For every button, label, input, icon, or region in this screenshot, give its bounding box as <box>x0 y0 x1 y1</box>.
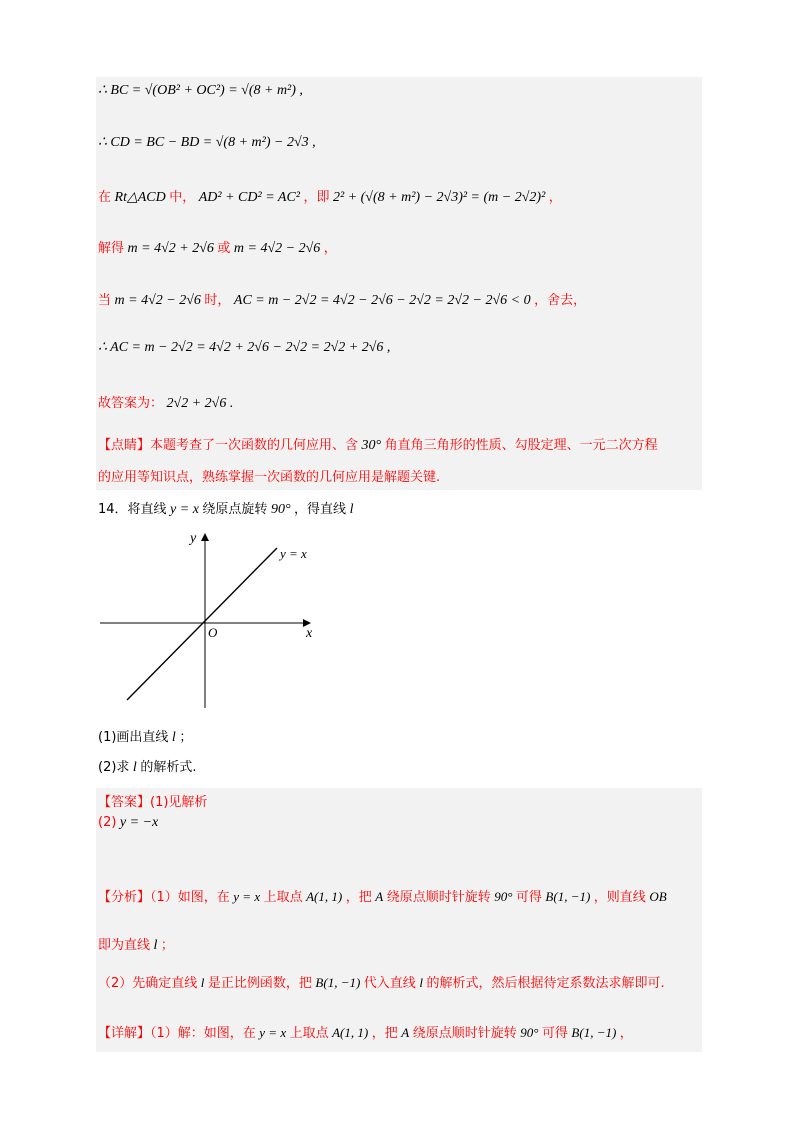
math: AD² + CD² = AC² <box>198 190 300 205</box>
math: 90° <box>270 502 291 517</box>
math: y = x <box>233 889 261 904</box>
text: ，舍去， <box>534 293 587 308</box>
math: l <box>153 938 158 953</box>
comment-line-2 <box>98 466 440 486</box>
text: 绕原点旋转 <box>202 502 268 517</box>
text: 上取点 <box>289 1026 329 1041</box>
text: 在 <box>98 190 112 205</box>
text: 绕原点顺时针旋转 <box>386 890 491 905</box>
text: 【答案】(1)见解析 <box>98 795 208 810</box>
text: 的应用等知识点，熟练掌握一次函数的几何应用是解题关键. <box>98 470 441 485</box>
text: 【点睛】本题考查了一次函数的几何应用、含 <box>98 438 359 453</box>
text: 或 <box>217 241 231 256</box>
detail-line-1 <box>98 1022 633 1042</box>
text: ，把 <box>371 1026 398 1041</box>
math: m = 4√2 − 2√6 <box>114 293 201 308</box>
math: OB <box>649 889 667 904</box>
comment-line-1 <box>98 434 658 454</box>
text: (2)求 <box>98 760 130 775</box>
solution-line-2 <box>98 134 316 151</box>
x-axis-label: x <box>306 626 313 641</box>
y-axis-label: y <box>190 531 197 546</box>
question-1 <box>98 726 192 746</box>
text: (1)画出直线 <box>98 730 169 745</box>
text: 可得 <box>541 1026 568 1041</box>
math: y = x <box>259 1025 287 1040</box>
solution-line-1 <box>98 82 303 99</box>
math: l <box>419 975 423 990</box>
math: B(1, −1) <box>315 975 361 990</box>
text: 可得 <box>515 890 542 905</box>
math: 90° <box>494 889 513 904</box>
solution-line-6 <box>98 339 390 356</box>
math: l <box>132 760 137 775</box>
analysis-line-2 <box>98 934 174 954</box>
math: y = −x <box>119 815 159 830</box>
solution-line-7 <box>98 392 233 412</box>
text: 14．将直线 <box>98 502 167 517</box>
math: A <box>375 889 384 904</box>
math: Rt△ACD <box>114 190 166 205</box>
analysis-line-3 <box>98 972 665 992</box>
question-2 <box>98 756 196 776</box>
text: 时， <box>204 293 231 308</box>
math: l <box>200 975 205 990</box>
coordinate-graph <box>96 528 326 713</box>
math: . <box>229 396 234 411</box>
text: 的解析式，然后根据待定系数法求解即可. <box>426 976 665 991</box>
text: 是正比例函数，把 <box>207 976 312 991</box>
math: A(1, 1) <box>306 889 343 904</box>
line-y-equals-x <box>127 548 277 700</box>
solution-line-4 <box>98 237 337 257</box>
analysis-line-1 <box>98 886 667 906</box>
text: 故答案为： <box>98 396 164 411</box>
math: A <box>401 1025 410 1040</box>
math: 2√2 + 2√6 <box>166 396 227 411</box>
text: 中， <box>169 190 196 205</box>
text: ， <box>619 1026 633 1041</box>
math: 90° <box>520 1025 539 1040</box>
math: 2² + (√(8 + m²) − 2√3)² = (m − 2√2)² <box>333 190 546 205</box>
math-ac: ∴ AC = m − 2√2 = 4√2 + 2√6 − 2√2 = 2√2 + 2√6 , <box>98 340 391 355</box>
math: m = 4√2 − 2√6 <box>233 241 321 256</box>
math: m = 4√2 + 2√6 <box>127 241 214 256</box>
math: AC = m − 2√2 = 4√2 − 2√6 − 2√2 = 2√2 − 2√6 < 0 <box>233 293 531 308</box>
text: ，则直线 <box>593 890 646 905</box>
math-cd: ∴ CD = BC − BD = √(8 + m²) − 2√3 , <box>98 135 316 150</box>
math: y = x <box>170 502 199 517</box>
text: ； <box>160 938 174 953</box>
text: (2) <box>98 815 117 830</box>
math: l <box>349 502 354 517</box>
answer-box <box>96 788 702 1052</box>
text: 绕原点顺时针旋转 <box>412 1026 517 1041</box>
line-label: y = x <box>280 546 307 561</box>
text: ， <box>323 241 337 256</box>
text: （2）先确定直线 <box>98 976 198 991</box>
math: B(1, −1) <box>545 889 591 904</box>
text: 当 <box>98 293 112 308</box>
text: ，即 <box>303 190 330 205</box>
math: l <box>171 730 176 745</box>
text: 即为直线 <box>98 938 151 953</box>
solution-line-5 <box>98 289 586 309</box>
answer-2 <box>98 815 158 831</box>
problem-14 <box>98 498 353 518</box>
text: 代入直线 <box>363 976 416 991</box>
text: 解得 <box>98 241 125 256</box>
math: A(1, 1) <box>332 1025 369 1040</box>
math: B(1, −1) <box>571 1025 617 1040</box>
text: ； <box>179 730 193 745</box>
text: ，得直线 <box>294 502 347 517</box>
text: 的解析式. <box>140 760 197 775</box>
text: 【详解】（1）解：如图，在 <box>98 1026 256 1041</box>
answer-1 <box>98 791 207 811</box>
solution-line-3 <box>98 186 562 206</box>
text: 角直角三角形的性质、勾股定理、一元二次方程 <box>384 438 658 453</box>
text: ， <box>548 190 562 205</box>
math: 30° <box>361 438 382 453</box>
text: ，把 <box>345 890 372 905</box>
math-bc: ∴ BC = √(OB² + OC²) = √(8 + m²) , <box>98 83 303 98</box>
text: 【分析】（1）如图，在 <box>98 890 230 905</box>
text: 上取点 <box>263 890 303 905</box>
origin-label: O <box>208 625 218 640</box>
